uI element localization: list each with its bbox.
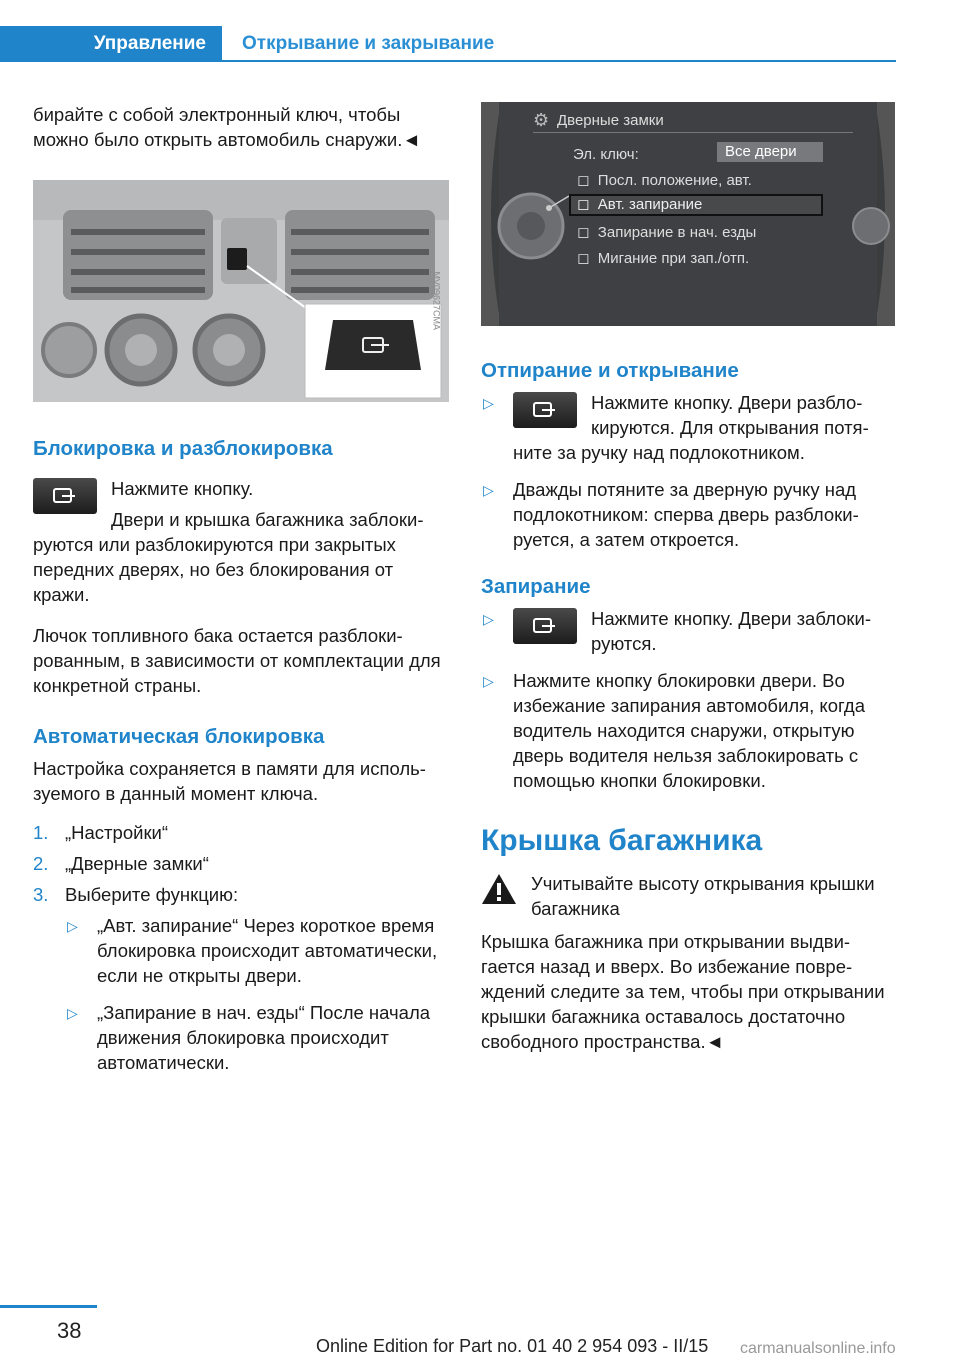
list-item: ▷ Дважды потяните за дверную ручку над подлокотником: сперва дверь разблокируется, а затем откроется. [483, 479, 859, 550]
header-rule [222, 60, 896, 62]
list-item: 2. „Дверные замки“ [33, 853, 209, 874]
list-item: 3. Выберите функцию: [33, 884, 239, 905]
header-section-tab: Управление [0, 26, 222, 62]
key-value-field[interactable]: Все двери [717, 142, 823, 162]
screen-title: Дверные замки [557, 112, 664, 129]
checkbox-icon: ◻ [577, 250, 590, 267]
center-console-photo [33, 180, 449, 402]
page-number: 38 [57, 1318, 82, 1343]
door-locks-screen [481, 102, 895, 326]
list-item: ▷ Нажмите кнопку. Двери заблокируются. [483, 608, 871, 654]
list-item: ▷ „Запирание в нач. езды“ После начала движения блокировка происходит автоматически. [67, 1002, 431, 1073]
center-console-illustration [33, 180, 449, 402]
auto-lock-text: Настройка сохраняется в памяти для используемого в данный момент ключа. [33, 758, 426, 804]
option-last-position[interactable]: ◻ Посл. положение, авт. [577, 172, 752, 189]
intro-paragraph: бирайте с собой электронный ключ, чтобы можно было открыть автомобиль снаружи.◄ [33, 104, 421, 150]
fuel-flap-text: Лючок топливного бака остается разблокированным, в зависимости от комплектации для конкретной страны. [33, 625, 441, 696]
lock-button-icon [33, 478, 97, 514]
left-column [33, 102, 449, 1075]
option-flash[interactable]: ◻ Мигание при зап./отп. [577, 250, 750, 267]
lock-list [481, 606, 897, 793]
checkbox-icon: ◻ [577, 172, 590, 189]
list-item: ▷ Нажмите кнопку блокировки двери. Во избежание запирания автомобиля, когда водитель находится снаружи, открытую дверь водителя нельзя заблокировать с помощью кнопки блокировки. [483, 670, 866, 791]
photo-code: MV09627CMA [432, 271, 442, 330]
unlock-list [481, 390, 897, 552]
lock-heading: Блокировка и разблокировка [33, 437, 333, 460]
lock-button-icon [513, 392, 577, 428]
key-label: Эл. ключ: [573, 146, 639, 163]
trunk-heading: Крышка багажника [481, 824, 763, 857]
footer-rule [0, 1305, 97, 1308]
lock-description: Двери и крышка багажника заблокируются или разблокируются при закрытых передних дверях, но без блокирования от кражи. [33, 509, 424, 605]
edition-text: Online Edition for Part no. 01 40 2 954 093 - II/15 [316, 1336, 709, 1356]
auto-lock-heading: Автоматическая блокировка [33, 725, 325, 748]
steps-list [33, 820, 449, 907]
warning-icon [481, 873, 517, 905]
header-chapter-title: Открывание и закрывание [242, 33, 495, 54]
unlock-heading: Отпирание и открывание [481, 359, 739, 382]
lock-instruction [33, 476, 449, 607]
watermark: carmanualsonline.info [740, 1340, 896, 1357]
screen-title-rule [533, 132, 853, 133]
list-item: 1. „Настройки“ [33, 822, 169, 843]
list-item: ▷ „Авт. запирание“ Через короткое время блокировка происходит автоматически, если не открыты двери. [67, 915, 438, 986]
gear-icon: ⚙ [533, 110, 550, 130]
trunk-text: Крышка багажника при открывании выдвигается назад и вверх. Во избежание повреждений следите за тем, чтобы при открывании крышки багажника оставалось достаточно свободного пространства.◄ [481, 931, 885, 1052]
option-auto-lock[interactable]: ◻ Авт. запирание [569, 194, 823, 216]
lock-heading-right: Запирание [481, 575, 591, 598]
checkbox-icon: ◻ [577, 196, 590, 213]
checkbox-icon: ◻ [577, 224, 590, 241]
trunk-warning: Учитывайте высоту открывания крышки багажника [481, 871, 897, 921]
function-options-list [65, 913, 449, 1075]
lock-button-icon [513, 608, 577, 644]
lock-press-text: Нажмите кнопку. [111, 478, 254, 499]
right-column [481, 102, 897, 1054]
option-lock-on-drive[interactable]: ◻ Запирание в нач. езды [577, 224, 757, 241]
list-item: ▷ Нажмите кнопку. Двери разблокируются. Для открывания потяните за ручку над подлокотником. [483, 392, 869, 463]
